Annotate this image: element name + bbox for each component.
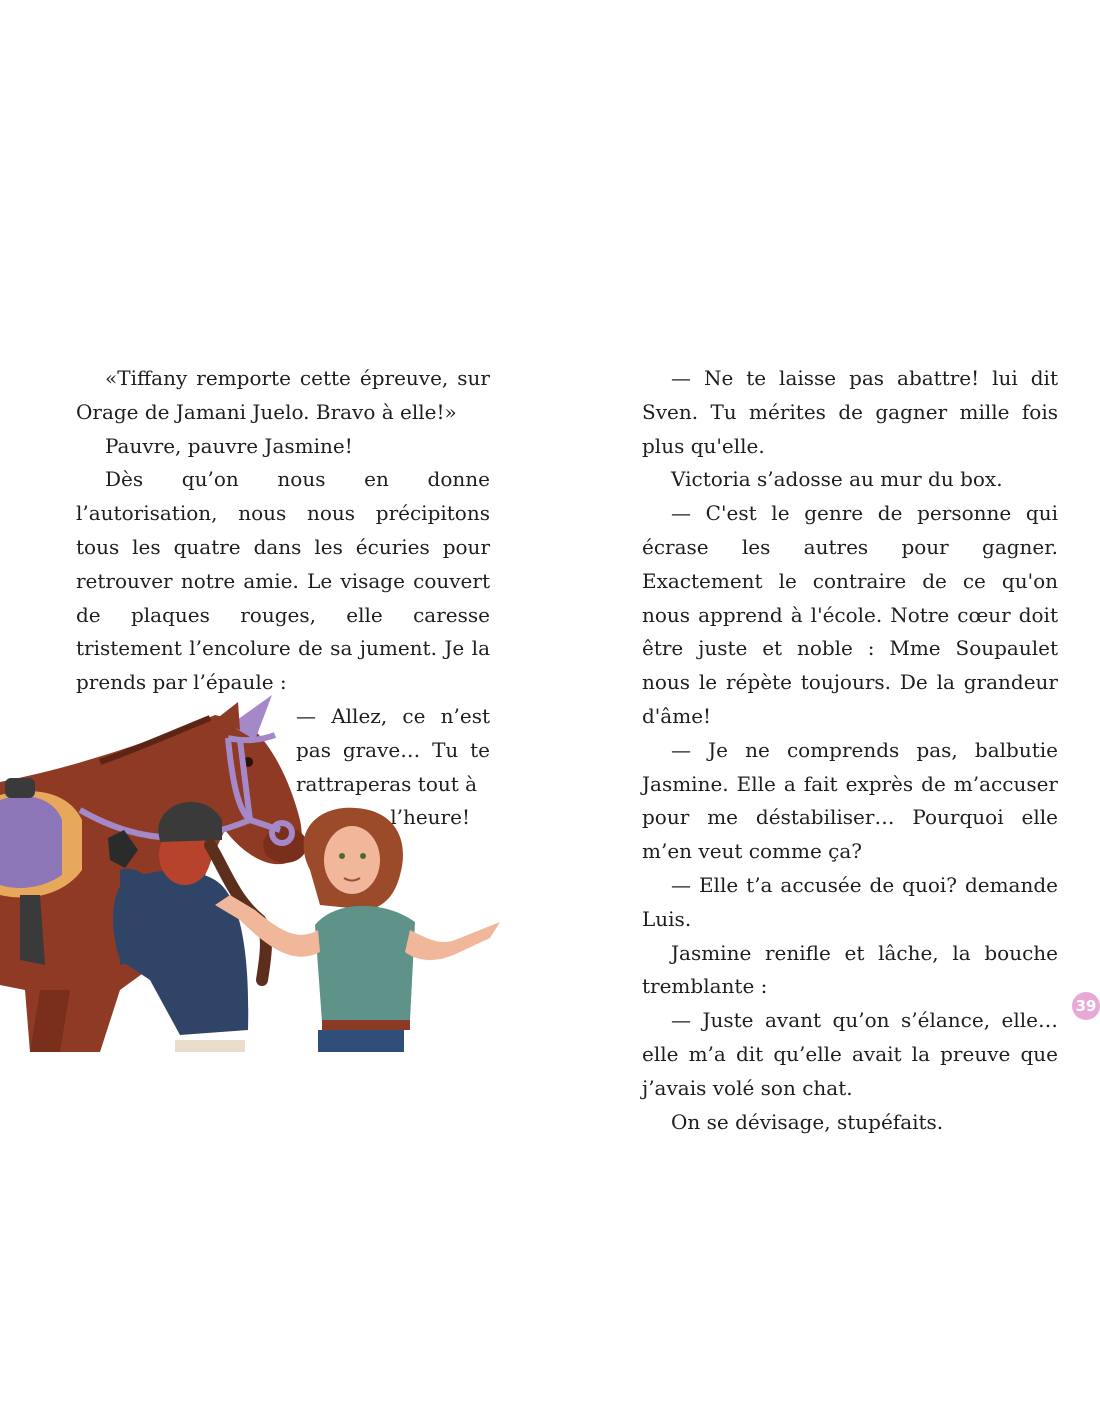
- right-page: [642, 362, 1058, 1139]
- paragraph: — Juste avant qu’on s’élance, elle… elle m’a dit qu’elle avait la preuve que j’avais volé son chat.: [642, 1008, 1058, 1100]
- paragraph: Dès qu’on nous en donne l’autorisation, nous nous précipitons tous les quatre dans les écuries pour retrouver notre amie. Le visage couvert de plaques rouges, elle caresse tristement l’encolure de sa jument. Je la prends par l’épaule :: [76, 467, 490, 695]
- page-number-badge: 39: [1072, 992, 1100, 1020]
- paragraph: — Elle t’a accusée de quoi? demande Luis.: [642, 872, 1058, 931]
- dialogue-last-line: l’heure!: [390, 805, 470, 830]
- paragraph: — C'est le genre de personne qui écrase les autres pour gagner. Exactement le contraire de ce qu'on nous apprend à l'école. Notre cœur doit être juste et noble : Mme Soupaulet nous le répète toujours. De la grandeur d'âme!: [642, 501, 1058, 728]
- paragraph: On se dévisage, stupéfaits.: [671, 1109, 944, 1134]
- dialogue-text: — Allez, ce n’est pas grave… Tu te rattraperas tout à: [296, 703, 490, 796]
- paragraph: «Tiffany remporte cette épreuve, sur Orage de Jamani Juelo. Bravo à elle!»: [76, 366, 490, 424]
- paragraph: Victoria s’adosse au mur du box.: [671, 467, 1003, 492]
- paragraph: — Je ne comprends pas, balbutie Jasmine. Elle a fait exprès de m’accuser pour me déstabiliser… Pourquoi elle m’en veut comme ça?: [642, 737, 1058, 864]
- illustration: [0, 690, 520, 1052]
- paragraph: Jasmine renifle et lâche, la bouche tremblante :: [642, 940, 1058, 999]
- paragraph: Pauvre, pauvre Jasmine!: [105, 433, 353, 458]
- paragraph: — Ne te laisse pas abattre! lui dit Sven. Tu mérites de gagner mille fois plus qu'elle.: [642, 366, 1058, 458]
